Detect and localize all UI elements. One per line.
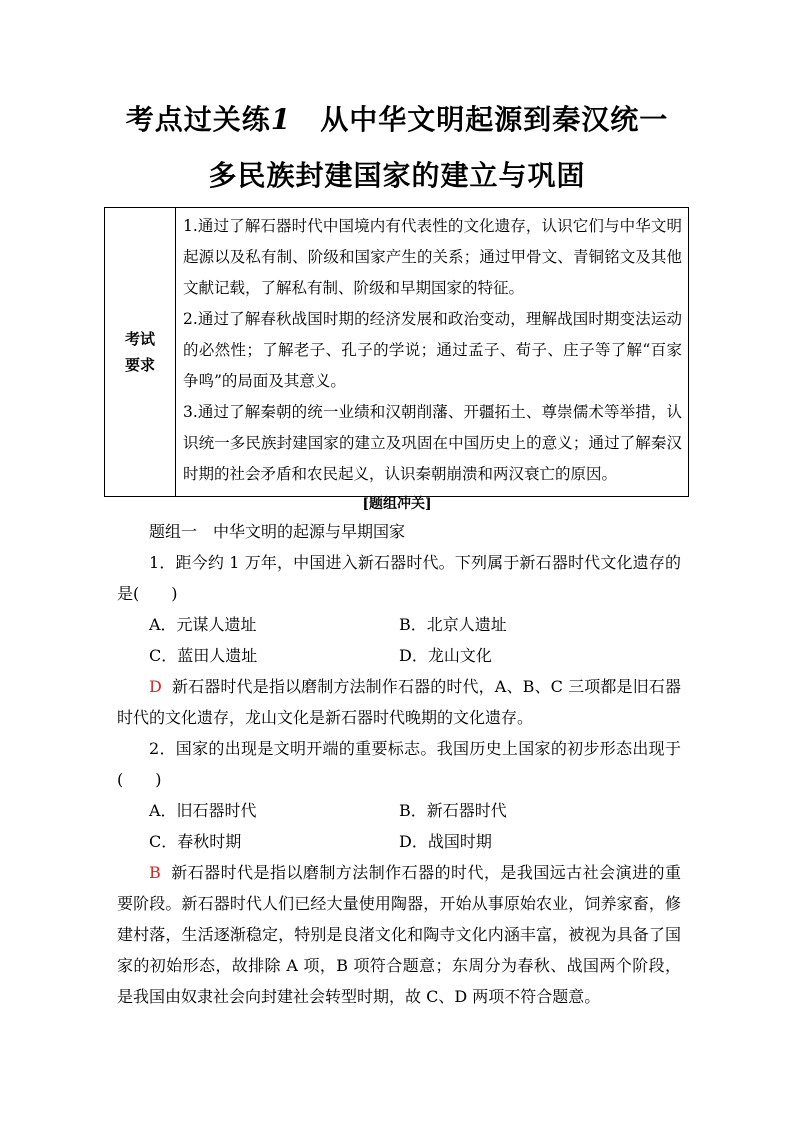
question-1-explanation-text: 新石器时代是指以磨制方法制作石器的时代，A、B、C 三项都是旧石器时代的文化遗存，龙山文化是新石器时代晚期的文化遗存。 (117, 677, 681, 727)
title-number: 1 (270, 103, 292, 136)
section-title: [题组冲关] (362, 496, 432, 512)
page-title-line2: 多民族封建国家的建立与巩固 (208, 159, 586, 192)
question-2-options-row2 (117, 826, 681, 857)
label-line2: 要求 (124, 356, 155, 374)
requirement-item-3: 3.通过了解秦朝的统一业绩和汉朝削藩、开疆拓土、尊崇儒术等举措，认识统一多民族封建国家的建立及巩固在中国历史上的意义；通过了解秦汉时期的社会矛盾和农民起义，认识秦朝崩溃和两汉衰亡的原因。 (183, 403, 682, 483)
question-1-answer: D (149, 677, 162, 696)
question-1-stem: 1．距今约 1 万年，中国进入新石器时代。下列属于新石器时代文化遗存的是( ) (117, 553, 681, 603)
requirements-content (176, 208, 689, 497)
question-2-stem: 2．国家的出现是文明开端的重要标志。我国历史上国家的初步形态出现于( ) (117, 739, 681, 789)
question-2-answer: B (149, 863, 161, 882)
question-2-options-row1 (117, 795, 681, 826)
question-2-option-b: B．新石器时代 (399, 801, 507, 820)
question-1-explanation (117, 671, 681, 733)
title-rest: 从中华文明起源到秦汉统一 (320, 103, 669, 136)
question-1-option-b: B．北京人遗址 (399, 615, 507, 634)
question-body (117, 516, 681, 1012)
question-1-option-c: C．蓝田人遗址 (149, 646, 258, 665)
label-line1: 考试 (124, 330, 155, 348)
question-2-option-d: D．战国时期 (399, 832, 492, 851)
question-2-option-c: C．春秋时期 (149, 832, 242, 851)
question-1-option-d: D．龙山文化 (399, 646, 492, 665)
question-1-options-row1 (117, 609, 681, 640)
title-prefix: 考点过关练 (125, 103, 271, 136)
requirement-item-2: 2.通过了解春秋战国时期的经济发展和政治变动，理解战国时期变法运动的必然性；了解老子、孔子的学说；通过孟子、荀子、庄子等了解“百家争鸣”的局面及其意义。 (183, 310, 682, 390)
group-title: 题组一 中华文明的起源与早期国家 (149, 522, 406, 541)
requirements-table (104, 207, 689, 497)
page-title-line1 (104, 98, 690, 138)
question-1-option-a: A．元谋人遗址 (149, 615, 257, 634)
requirements-label (105, 208, 176, 497)
question-2-option-a: A．旧石器时代 (149, 801, 257, 820)
requirement-item-1: 1.通过了解石器时代中国境内有代表性的文化遗存，认识它们与中华文明起源以及私有制、阶级和国家产生的关系；通过甲骨文、青铜铭文及其他文献记载，了解私有制、阶级和早期国家的特征。 (183, 217, 682, 297)
question-2-explanation-text: 新石器时代是指以磨制方法制作石器的时代，是我国远古社会演进的重要阶段。新石器时代人们已经大量使用陶器，开始从事原始农业，饲养家畜，修建村落，生活逐渐稳定，特别是良渚文化和陶寺文化内涵丰富，被视为具备了国家的初始形态，故排除 A 项，B 项符合题意；东周分为春秋、战国两个阶段，是我国由奴隶社会向封建社会转型时期，故 C、D 两项不符合题意。 (117, 863, 681, 1006)
question-2-explanation (117, 857, 681, 1012)
question-1-options-row2 (117, 640, 681, 671)
